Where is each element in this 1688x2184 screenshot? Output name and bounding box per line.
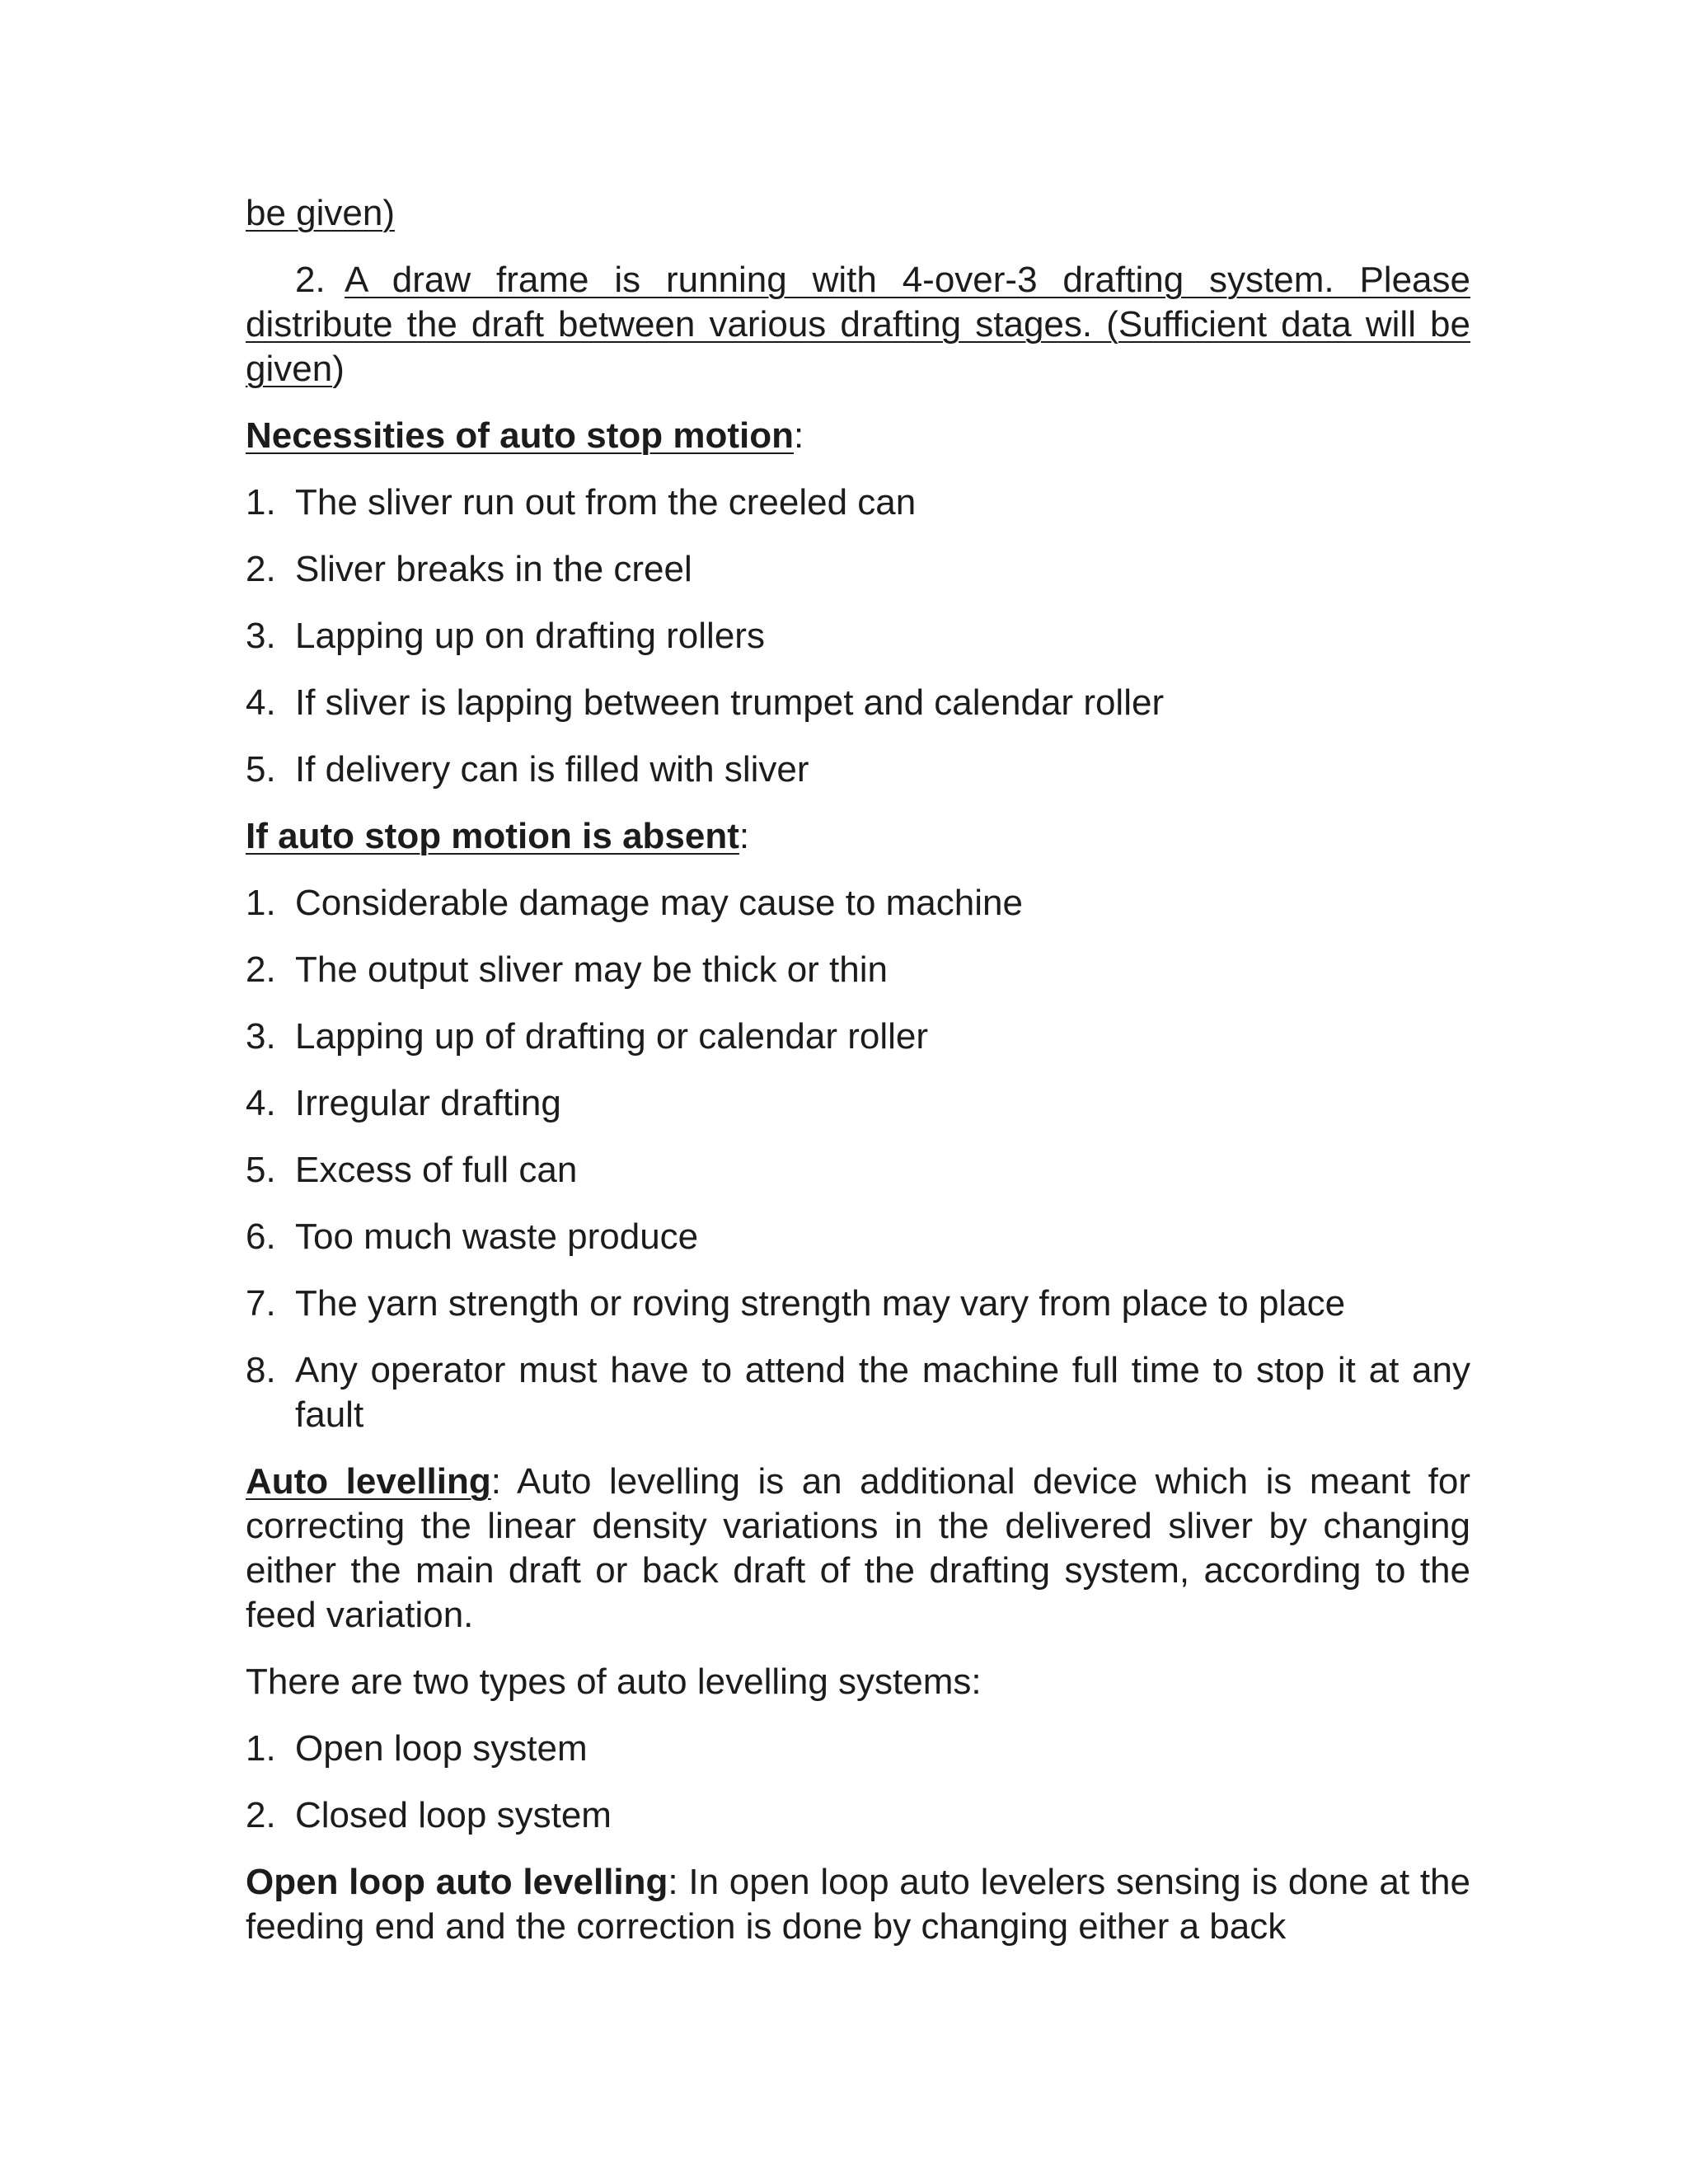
absent-colon: :	[738, 816, 750, 856]
document-page	[246, 191, 1470, 1971]
list-item-text: The sliver run out from the creeled can	[295, 482, 917, 523]
absent-heading: If auto stop motion is absent	[246, 816, 739, 856]
list-item-number: 1.	[246, 482, 276, 523]
list-item-number: 6.	[246, 1216, 276, 1257]
absent-heading-line	[246, 814, 1470, 859]
necessities-colon: :	[793, 415, 804, 456]
list-item-number: 4.	[246, 682, 276, 723]
list-item-text: Open loop system	[295, 1728, 588, 1769]
list-item-number: 3.	[246, 1016, 276, 1057]
list-item-text: Considerable damage may cause to machine	[295, 883, 1023, 923]
list-item	[246, 1081, 1470, 1126]
list-item	[246, 948, 1470, 992]
auto-levelling-heading: Auto levelling	[246, 1461, 491, 1502]
list-item	[246, 547, 1470, 592]
list-item	[246, 480, 1470, 525]
list-item	[246, 881, 1470, 926]
auto-levelling-types-list	[246, 1727, 1470, 1838]
auto-levelling-body: : Auto levelling is an additional device which is meant for correcting the linear density variations in the delivered sliver by changing either the main draft or back draft of the drafting system, according to the feed variation.	[246, 1461, 1470, 1635]
list-item-number: 8.	[246, 1350, 276, 1390]
list-item-text: Lapping up of drafting or calendar roller	[295, 1016, 929, 1057]
list-item	[246, 1215, 1470, 1259]
auto-levelling-paragraph	[246, 1460, 1470, 1638]
list-item-number: 7.	[246, 1283, 276, 1324]
list-item-text: Too much waste produce	[295, 1216, 699, 1257]
list-item-number: 4.	[246, 1083, 276, 1123]
list-item-number: 3.	[246, 616, 276, 656]
absent-list	[246, 881, 1470, 1437]
open-loop-paragraph	[246, 1860, 1470, 1949]
list-item	[246, 1015, 1470, 1059]
list-item-text: If sliver is lapping between trumpet and calendar roller	[295, 682, 1165, 723]
necessities-list	[246, 480, 1470, 792]
list-item-text: The output sliver may be thick or thin	[295, 949, 888, 990]
open-loop-body: : In open loop auto levelers sensing is done at the feeding end and the correction is done by changing either a back	[246, 1862, 1471, 1947]
question-2-number: 2.	[295, 260, 326, 300]
list-item-text: Lapping up on drafting rollers	[295, 616, 765, 656]
list-item-number: 1.	[246, 1728, 276, 1769]
question-2	[246, 258, 1470, 391]
list-item-number: 2.	[246, 549, 276, 589]
list-item	[246, 1348, 1470, 1437]
auto-levelling-types-intro: There are two types of auto levelling systems:	[246, 1661, 982, 1702]
necessities-heading-line	[246, 414, 1470, 458]
list-item-text: Irregular drafting	[295, 1083, 561, 1123]
question-2-text: A draw frame is running with 4-over-3 drafting system. Please distribute the draft between various drafting stages. (Sufficient data will be given	[246, 260, 1470, 389]
list-item-text: Closed loop system	[295, 1795, 612, 1835]
list-item-number: 2.	[246, 949, 276, 990]
list-item-text: Sliver breaks in the creel	[295, 549, 692, 589]
carryover-text: be given)	[246, 193, 396, 233]
question-2-close: )	[332, 349, 345, 389]
list-item	[246, 1282, 1470, 1326]
open-loop-heading: Open loop auto levelling	[246, 1862, 668, 1902]
list-item-number: 5.	[246, 1150, 276, 1190]
list-item-number: 5.	[246, 749, 276, 790]
list-item-text: Excess of full can	[295, 1150, 578, 1190]
list-item	[246, 681, 1470, 725]
necessities-heading: Necessities of auto stop motion	[246, 415, 794, 456]
list-item	[246, 748, 1470, 792]
list-item	[246, 1148, 1470, 1193]
list-item-number: 1.	[246, 883, 276, 923]
list-item	[246, 614, 1470, 658]
list-item-text: The yarn strength or roving strength may vary from place to place	[295, 1283, 1346, 1324]
list-item-text: If delivery can is filled with sliver	[295, 749, 809, 790]
list-item-text: Any operator must have to attend the machine full time to stop it at any fault	[295, 1350, 1470, 1435]
carryover-line	[246, 191, 1470, 236]
list-item	[246, 1727, 1470, 1771]
list-item-number: 2.	[246, 1795, 276, 1835]
list-item	[246, 1793, 1470, 1838]
